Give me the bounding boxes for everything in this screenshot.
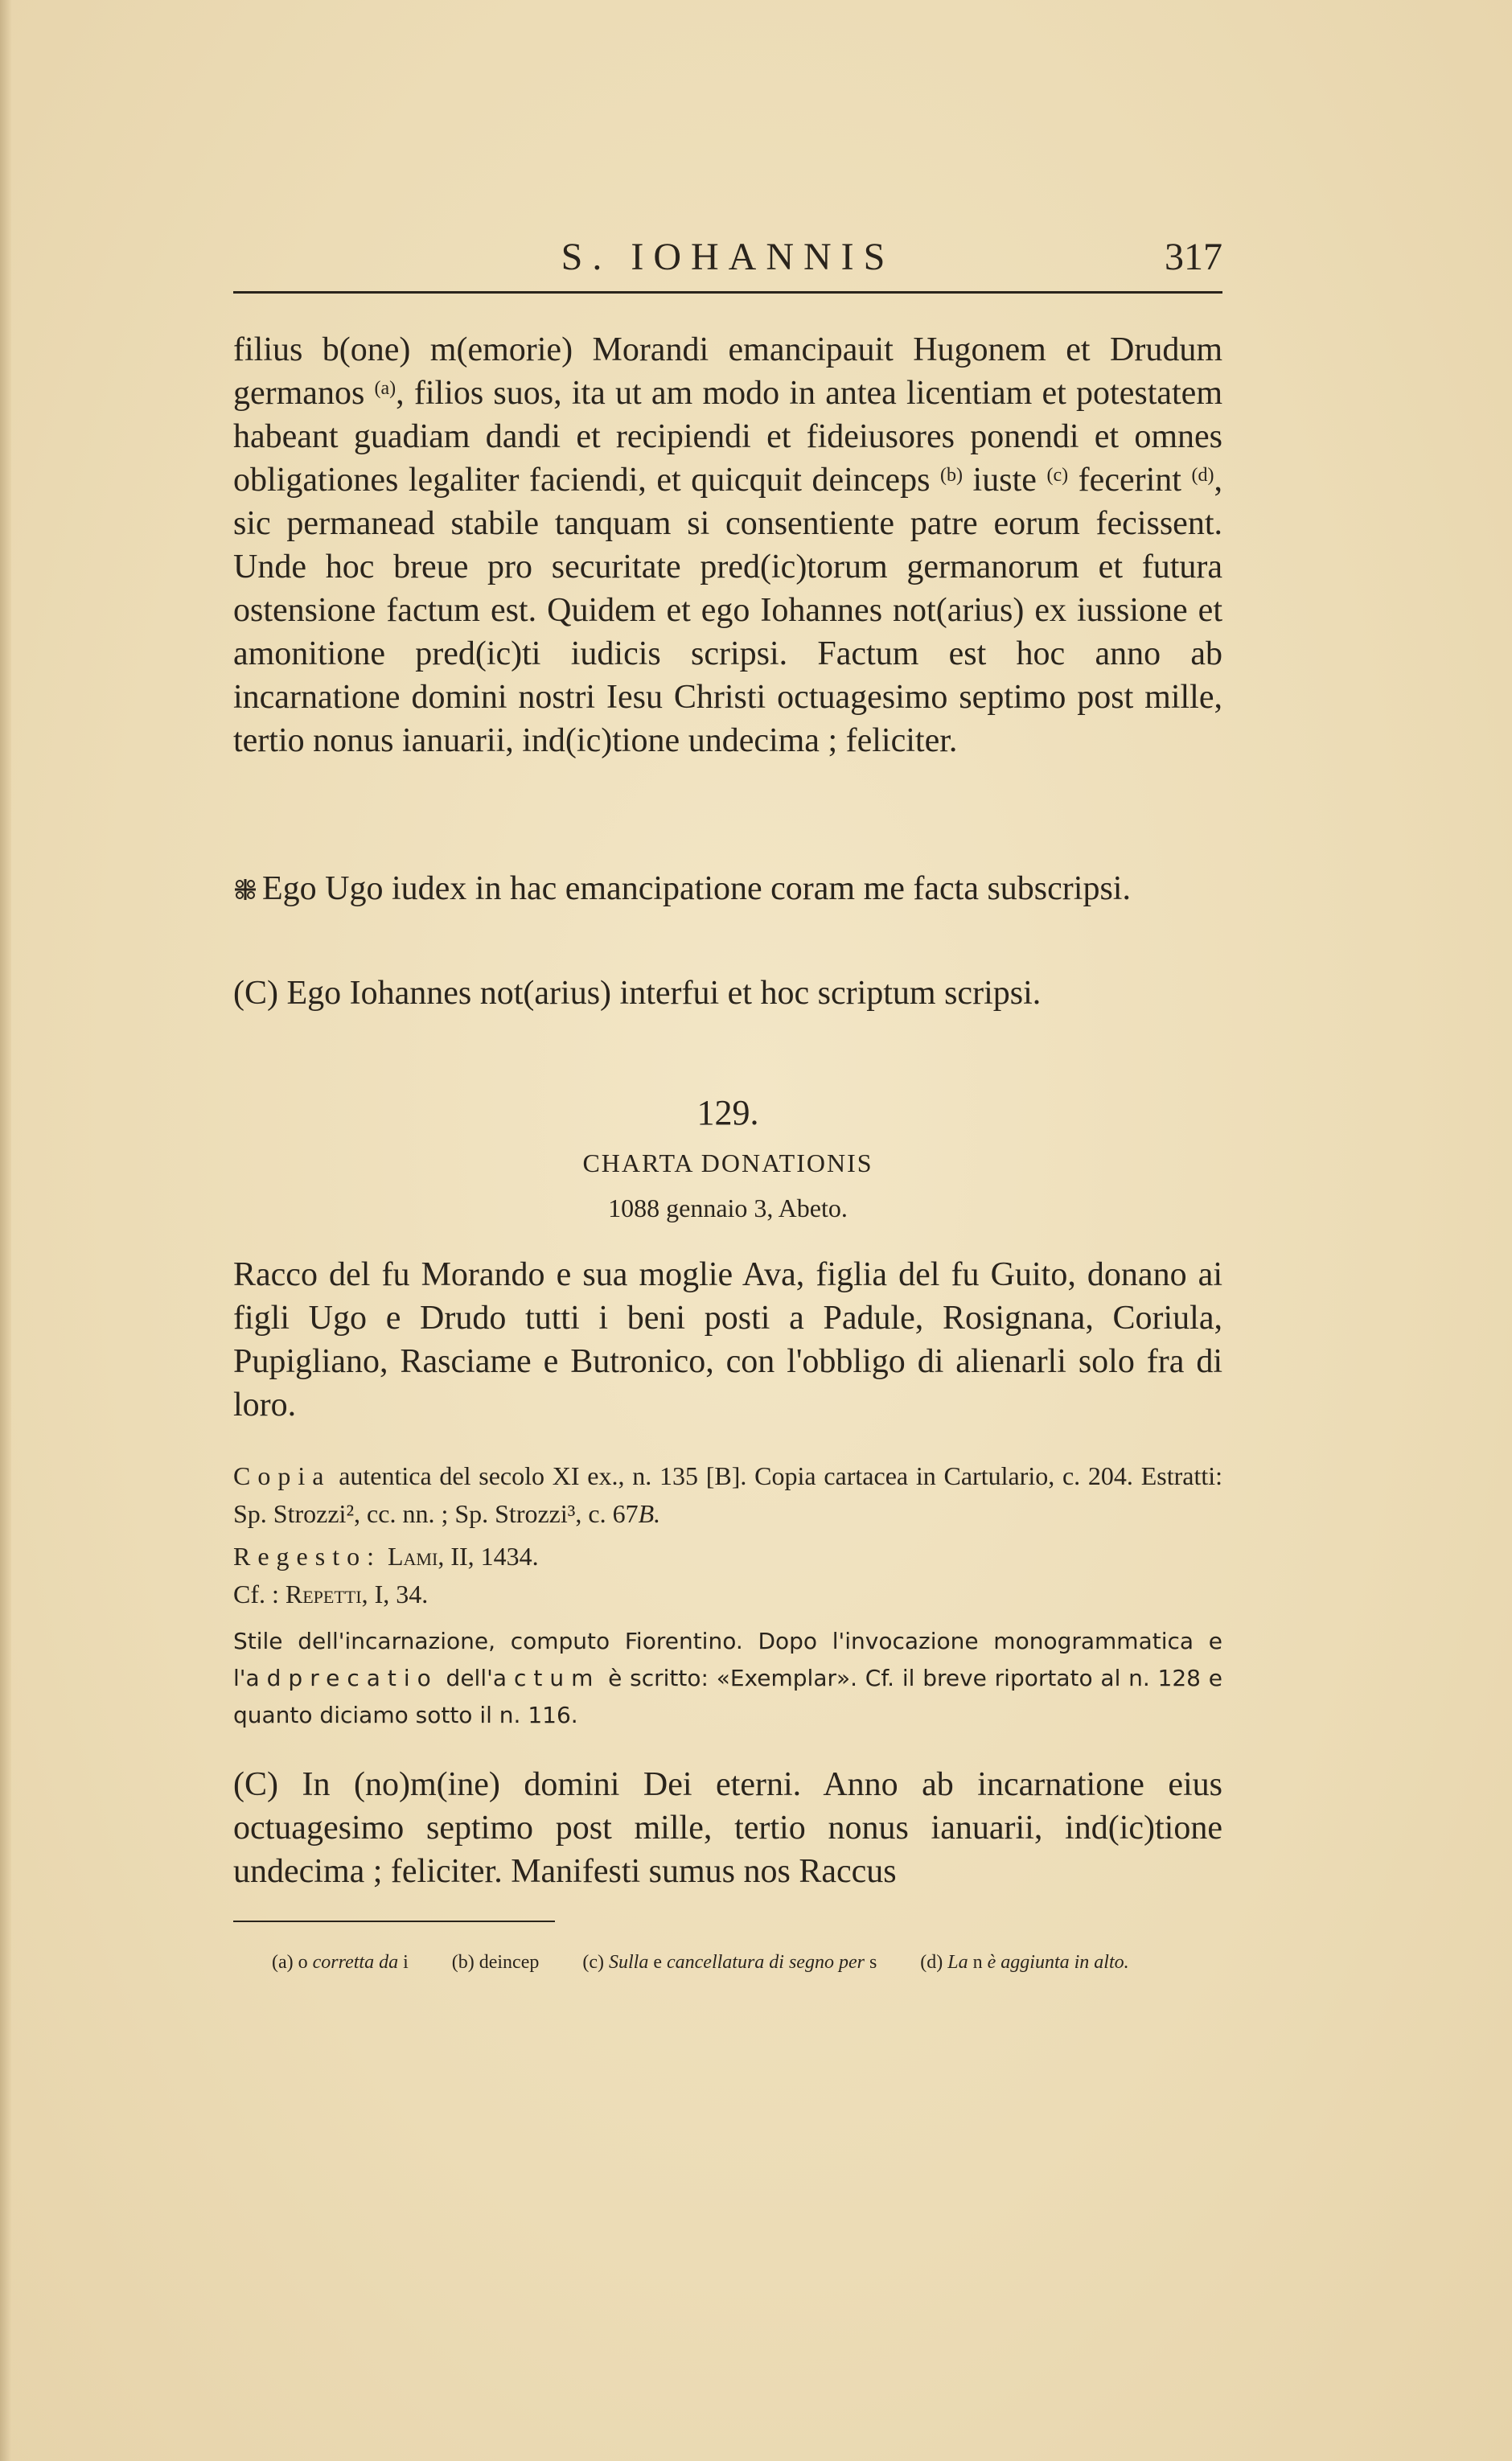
page-number: 317 [1165, 236, 1222, 278]
footnote-d [920, 1952, 1128, 1973]
footnotes [272, 1946, 1222, 1978]
page-header [233, 235, 1222, 283]
footnote-italic: corretta da [312, 1952, 399, 1973]
subscription-notary: (C) Ego Iohannes not(arius) interfui et hoc scriptum scripsi. [233, 975, 1042, 1012]
note-spaced-term: adprecatio [245, 1665, 438, 1691]
signum-cross-icon [233, 869, 257, 894]
copia-label: Copia [233, 1461, 331, 1490]
footnote-italic: cancellatura di segno per [667, 1952, 865, 1973]
document-summary: Racco del fu Morando e sua moglie Ava, figlia del fu Guito, donano ai figli Ugo e Drudo tutti i beni posti a Padule, Rosignana, Coriula, Pupigliano, Rasciame e Butronico, con l'obbligo di alienarli solo fra di loro. [233, 1256, 1222, 1424]
apparatus-copia [233, 1457, 1222, 1533]
cf-author: Repetti [285, 1580, 362, 1608]
text-segment: iuste [962, 462, 1037, 499]
charter-text-paragraph [233, 328, 1222, 762]
cf-text: , I, 34. [361, 1580, 429, 1608]
footnote-text: o [293, 1952, 313, 1973]
footnote-b [452, 1952, 540, 1973]
footnote-text: n [968, 1952, 988, 1973]
text-segment: , filios suos, ita ut am modo in antea licentiam et potestatem habeant guadiam dandi et recipiendi et fideiusores ponendi et omnes obligationes legaliter faciendi, et quicquit deinceps [233, 375, 1222, 499]
footnote-italic: è aggiunta in alto. [987, 1952, 1129, 1973]
copia-text: autentica del secolo XI ex., n. 135 [B]. Copia cartacea in Cartulario, c. 204. Estratti: Sp. Strozzi², cc. nn. ; Sp. Strozzi³, c. 67 [233, 1461, 1222, 1528]
document-date: 1088 gennaio 3, Abeto. [608, 1194, 848, 1222]
footnote-italic: La [947, 1952, 968, 1973]
subscription-text: Ego Ugo iudex in hac emancipatione coram me facta subscripsi. [262, 870, 1131, 907]
cf-label: Cf. : [233, 1580, 279, 1608]
footnote-text: s [864, 1952, 877, 1973]
regesto-label: Regesto: [233, 1542, 381, 1571]
running-title: S. IOHANNIS [561, 236, 895, 278]
footnote-label: (d) [920, 1952, 943, 1973]
header-rule [233, 291, 1222, 294]
regesto-text: , II, 1434. [438, 1542, 539, 1571]
footnote-rule [233, 1921, 555, 1922]
document-title: CHARTA DONATIONIS [582, 1148, 873, 1177]
cf-line [233, 1576, 1222, 1613]
copia-italic: B. [638, 1499, 661, 1528]
text-segment: , sic permanead stabile tanquam si consentiente patre eorum fecissent. Unde hoc breue pro securitate pred(ic)torum germanorum et futura ostensione factum est. Quidem et ego Iohannes not(arius) ex iussione et amonitione pred(ic)ti iudicis scripsi. Factum est hoc anno ab incarnatione domini nostri Iesu Christi octuagesimo septimo post mille, tertio nonus ianuarii, ind(ic)tione undecima ; feliciter. [233, 462, 1222, 759]
note-spaced-term: actum [492, 1665, 601, 1691]
note-text: è scritto: «Exemplar». Cf. il breve riportato al n. 128 e quanto diciamo sotto il n. 116. [233, 1665, 1223, 1728]
subscription-judge [233, 867, 1222, 910]
footnote-ref-d: (d) [1191, 465, 1214, 486]
footnote-text: i [398, 1952, 409, 1973]
footnote-ref-c: (c) [1046, 465, 1069, 486]
footnote-label: (a) [272, 1952, 294, 1973]
book-gutter [0, 0, 11, 2461]
footnote-a [272, 1952, 409, 1973]
regesto-author: Lami [387, 1542, 438, 1571]
apparatus-note [233, 1623, 1222, 1734]
regesto-line [233, 1538, 1222, 1576]
document-number: 129. [696, 1093, 759, 1132]
apparatus-regesto [233, 1538, 1222, 1613]
text-segment: fecerint [1068, 462, 1181, 499]
note-text: Stile dell'incarnazione, computo Fiorentino. Dopo l'invocazione monogrammatica e l' [233, 1628, 1222, 1691]
note-text: dell' [438, 1665, 493, 1691]
charter-text-start: (C) In (no)m(ine) domini Dei eterni. Anno ab incarnatione eius octuagesimo septimo post mille, tertio nonus ianuarii, ind(ic)tione undecima ; feliciter. Manifesti sumus nos Raccus [233, 1766, 1222, 1890]
footnote-text: deincep [474, 1952, 540, 1973]
footnote-label: (b) [451, 1952, 475, 1973]
footnote-c [582, 1952, 877, 1973]
footnote-label: (c) [582, 1952, 604, 1973]
text-segment: filius b(one) m(emorie) Morandi emancipauit Hugonem et Drudum germanos [233, 331, 1222, 412]
footnote-ref-b: (b) [940, 465, 963, 486]
footnote-italic: Sulla [609, 1952, 649, 1973]
footnote-text: e [648, 1952, 667, 1973]
footnote-ref-a: (a) [374, 378, 396, 399]
